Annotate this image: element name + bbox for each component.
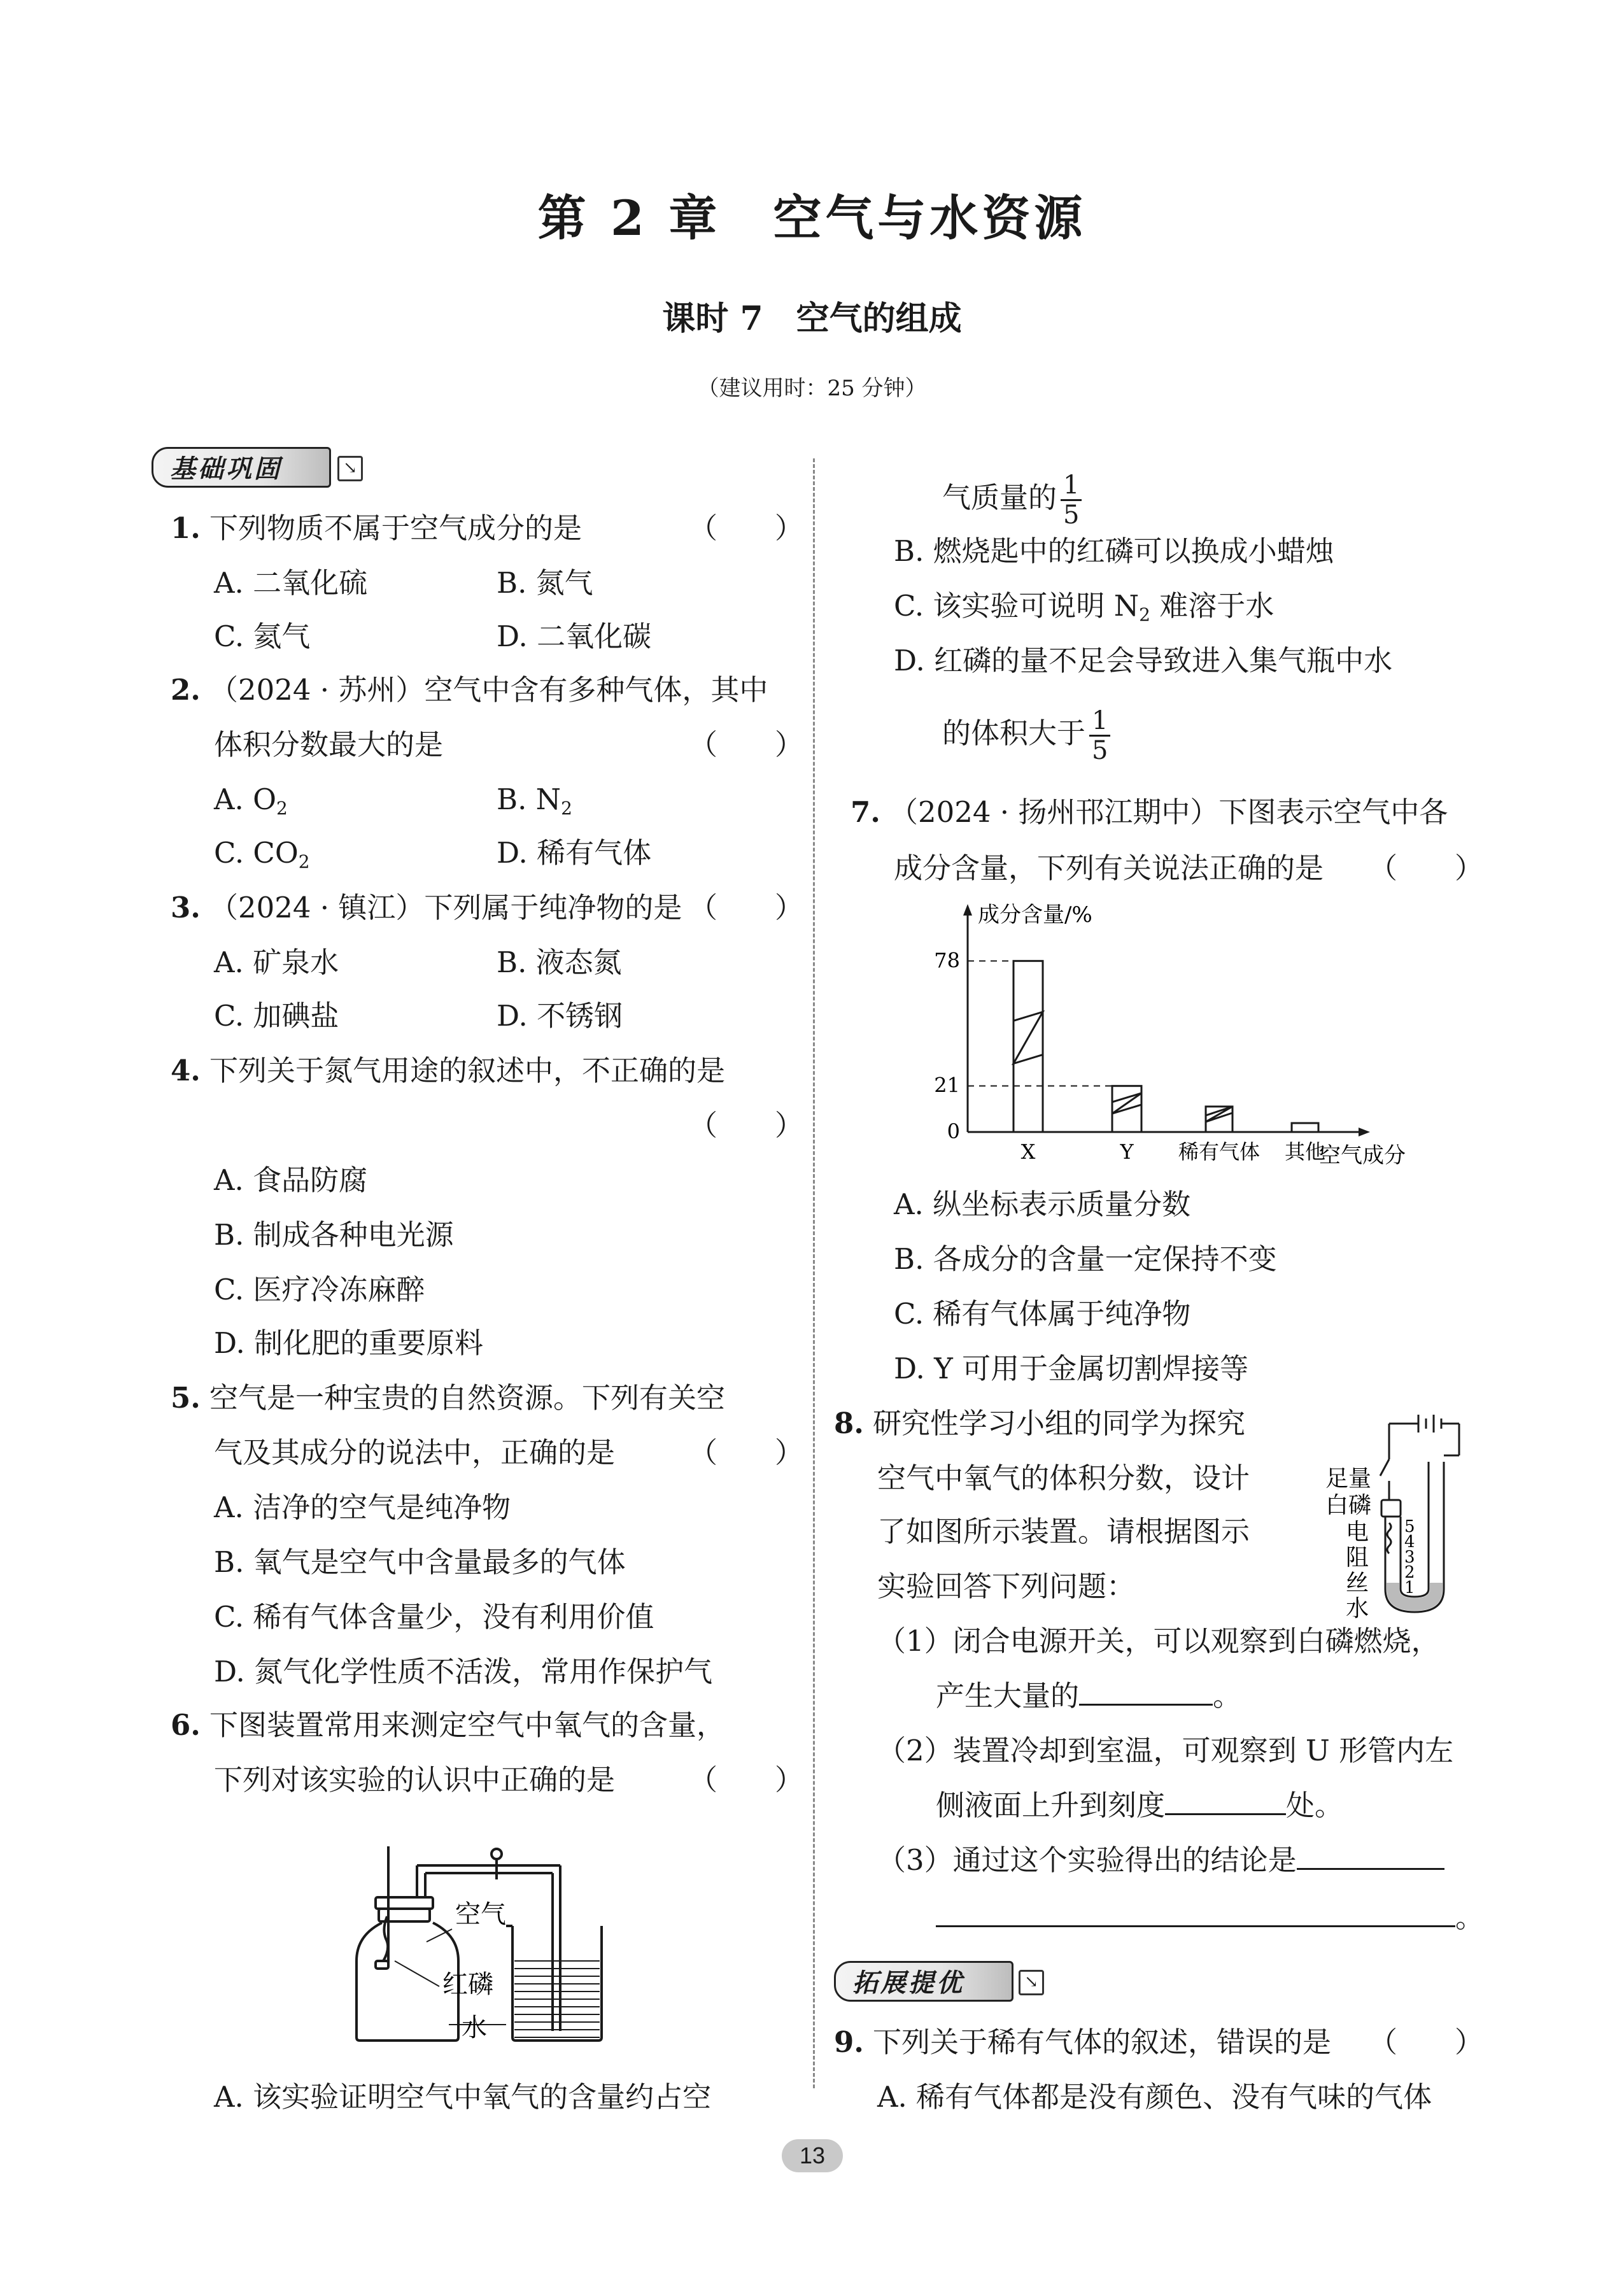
q1-option-b: B. 氮气 [497,566,593,600]
q8-stem-line2: 空气中氧气的体积分数，设计 [877,1461,1250,1495]
x-tick-label: Y [1120,1140,1134,1164]
bar-1 [1013,961,1043,1132]
fraction-one-fifth: $\frac{1}{5}$ [1061,471,1082,529]
scale-2: 2 [1404,1563,1415,1582]
question-2 [171,671,768,709]
q5-option-d: D. 氮气化学性质不活泼，常用作保护气 [214,1655,713,1688]
oxygen-measurement-apparatus [344,1834,675,2050]
q8-stem-line3: 了如图所示装置。请根据图示 [877,1515,1250,1548]
fig-label-sufficient: 足量 [1325,1466,1372,1492]
q7-option-c: C. 稀有气体属于纯净物 [894,1297,1191,1331]
page-number: 13 [782,2139,843,2172]
x-tick-label: 其他 [1284,1140,1326,1164]
q5-answer-paren: （ ） [689,1436,804,1469]
q4-option-d: D. 制化肥的重要原料 [214,1326,484,1360]
q2-option-c: C. $CO_2$ [214,836,310,872]
q7-option-a: A. 纵坐标表示质量分数 [894,1187,1191,1221]
air-composition-chart [917,896,1426,1177]
bar-break-1 [1013,1012,1043,1063]
q3-number: 3. [171,891,201,924]
question-7 [851,793,1448,831]
q2-stem-line2: 体积分数最大的是 [214,728,444,761]
lesson-title: 课时 7 空气的组成 [662,299,962,338]
q5-option-b: B. 氧气是空气中含量最多的气体 [214,1545,626,1579]
fig-label-electric: 电 [1346,1519,1369,1545]
y-axis-label: 成分含量/% [978,902,1092,928]
q2-stem-line1: （2024 · 苏州）空气中含有多种气体，其中 [209,673,768,707]
x-axis-arrow [1359,1128,1370,1136]
q3-option-a: A. 矿泉水 [214,945,339,979]
q2-option-b: B. $N_2$ [497,782,572,819]
answer-blank[interactable] [1079,1704,1213,1706]
q2-answer-paren: （ ） [689,728,804,761]
q7-stem-line2: 成分含量，下列有关说法正确的是 [894,851,1324,885]
q8-number: 8. [834,1406,864,1440]
fig-label-air: 空气 [455,1900,506,1929]
fraction-one-fifth: $\frac{1}{5}$ [1089,707,1110,765]
y-tick-label: 0 [947,1119,960,1143]
scale-4: 4 [1404,1532,1415,1552]
fig-label-red-phosphorus: 红磷 [442,1970,493,1999]
q6-stem-line2: 下列对该实验的认识中正确的是 [214,1763,616,1797]
answer-blank[interactable] [1297,1868,1444,1870]
question-4 [171,1052,725,1090]
answer-blank[interactable] [936,1925,1455,1927]
q3-option-d: D. 不锈钢 [497,999,623,1033]
answer-blank[interactable] [1165,1813,1286,1815]
q6-option-d-line2: 的体积大于 $\frac{1}{5}$ [942,707,1110,765]
q3-answer-paren: （ ） [689,891,804,924]
fig-label-resistance: 阻 [1346,1545,1369,1571]
q9-answer-paren: （ ） [1369,2025,1484,2059]
q5-number: 5. [171,1381,201,1415]
q1-option-c: C. 氦气 [214,619,311,653]
q8-part-2-line2: 侧液面上升到刻度 处。 [936,1788,1344,1822]
q1-number: 1. [171,511,201,545]
column-divider [813,458,815,2088]
q4-option-b: B. 制成各种电光源 [214,1218,454,1252]
x-tick-label: X [1020,1140,1036,1164]
question-6 [171,1706,725,1744]
q7-answer-paren: （ ） [1369,851,1484,885]
x-axis-label: 空气成分 [1319,1143,1406,1168]
arrow-icon: ↘ [337,456,363,481]
q6-option-a-line1: A. 该实验证明空气中氧气的含量约占空 [214,2080,712,2114]
bar-break-3 [1206,1107,1232,1122]
chapter-title: 第 2 章 空气与水资源 [537,190,1087,246]
y-axis-arrow [963,904,972,916]
q5-stem-line1: 空气是一种宝贵的自然资源。下列有关空 [209,1381,725,1415]
q7-option-b: B. 各成分的含量一定保持不变 [894,1242,1277,1276]
q6-option-c: C. 该实验可说明 $N_2$ 难溶于水 [894,589,1274,625]
q3-stem: （2024 · 镇江）下列属于纯净物的是 [209,891,682,924]
q2-option-d: D. 稀有气体 [497,836,652,870]
q1-answer-paren: （ ） [689,511,804,545]
q8-part-3-line2: 。 [936,1899,1484,1937]
q6-number: 6. [171,1708,201,1742]
q1-option-d: D. 二氧化碳 [497,619,652,653]
q4-answer-paren: （ ） [689,1108,804,1142]
section-extend-label: 拓展提优 [834,1961,1013,2002]
fig-label-white-phosphorus: 白磷 [1325,1492,1372,1518]
q6-answer-paren: （ ） [689,1763,804,1797]
q9-number: 9. [834,2025,864,2059]
scale-1: 1 [1404,1578,1415,1597]
q6-stem-line1: 下图装置常用来测定空气中氧气的含量， [209,1708,725,1742]
question-1 [171,509,582,548]
q8-part-3-line1: （3）通过这个实验得出的结论是 [877,1841,1444,1879]
q3-option-c: C. 加碘盐 [214,999,339,1033]
bar-4 [1292,1123,1318,1132]
q7-number: 7. [851,795,880,829]
suggested-time: （建议用时：25 分钟） [697,376,927,401]
fig-label-wire: 丝 [1346,1570,1369,1596]
arrow-icon: ↘ [1019,1970,1044,1995]
scale-5: 5 [1404,1517,1415,1536]
phosphorus-u-tube-apparatus [1325,1398,1465,1627]
q7-option-d: D. Y 可用于金属切割焊接等 [894,1352,1249,1385]
y-tick-label: 21 [934,1073,960,1098]
q8-stem-line1: 研究性学习小组的同学为探究 [872,1406,1245,1440]
q5-stem-line2: 气及其成分的说法中，正确的是 [214,1436,616,1469]
q5-option-a: A. 洁净的空气是纯净物 [214,1490,511,1524]
fig-label-water: 水 [1346,1595,1369,1622]
q4-number: 4. [171,1054,201,1087]
question-3 [171,889,682,927]
q8-part-2-line1: （2）装置冷却到室温，可观察到 U 形管内左 [877,1734,1454,1767]
q2-option-a: A. $O_2$ [214,782,288,819]
q6-option-d-line1: D. 红磷的量不足会导致进入集气瓶中水 [894,644,1393,677]
q4-option-a: A. 食品防腐 [214,1163,368,1197]
bar-break-2 [1112,1093,1141,1114]
q8-part-1-line2: 产生大量的 。 [936,1679,1242,1713]
scale-3: 3 [1404,1548,1415,1567]
q2-number: 2. [171,673,201,707]
question-8 [834,1404,1245,1443]
q8-stem-line4: 实验回答下列问题： [877,1569,1136,1603]
q9-stem: 下列关于稀有气体的叙述，错误的是 [872,2025,1331,2059]
q6-option-a-line2: 气质量的 $\frac{1}{5}$ [942,471,1082,529]
q1-stem: 下列物质不属于空气成分的是 [209,511,582,545]
question-5 [171,1379,725,1417]
x-tick-label: 稀有气体 [1178,1140,1260,1164]
q5-option-c: C. 稀有气体含量少，没有利用价值 [214,1600,654,1634]
q1-option-a: A. 二氧化硫 [214,566,368,600]
fig-label-water: 水 [462,2013,487,2042]
q4-stem: 下列关于氮气用途的叙述中，不正确的是 [209,1054,725,1087]
q9-option-a: A. 稀有气体都是没有颜色、没有气味的气体 [877,2080,1432,2114]
q6-option-b: B. 燃烧匙中的红磷可以换成小蜡烛 [894,534,1334,568]
section-basic-label: 基础巩固 [152,447,331,488]
q3-option-b: B. 液态氮 [497,945,622,979]
y-tick-label: 78 [934,948,960,973]
q8-part-1-line1: （1）闭合电源开关，可以观察到白磷燃烧， [877,1624,1440,1658]
q7-stem-line1: （2024 · 扬州邗江期中）下图表示空气中各 [889,795,1448,829]
question-9 [834,2023,1331,2062]
q4-option-c: C. 医疗冷冻麻醉 [214,1273,425,1306]
